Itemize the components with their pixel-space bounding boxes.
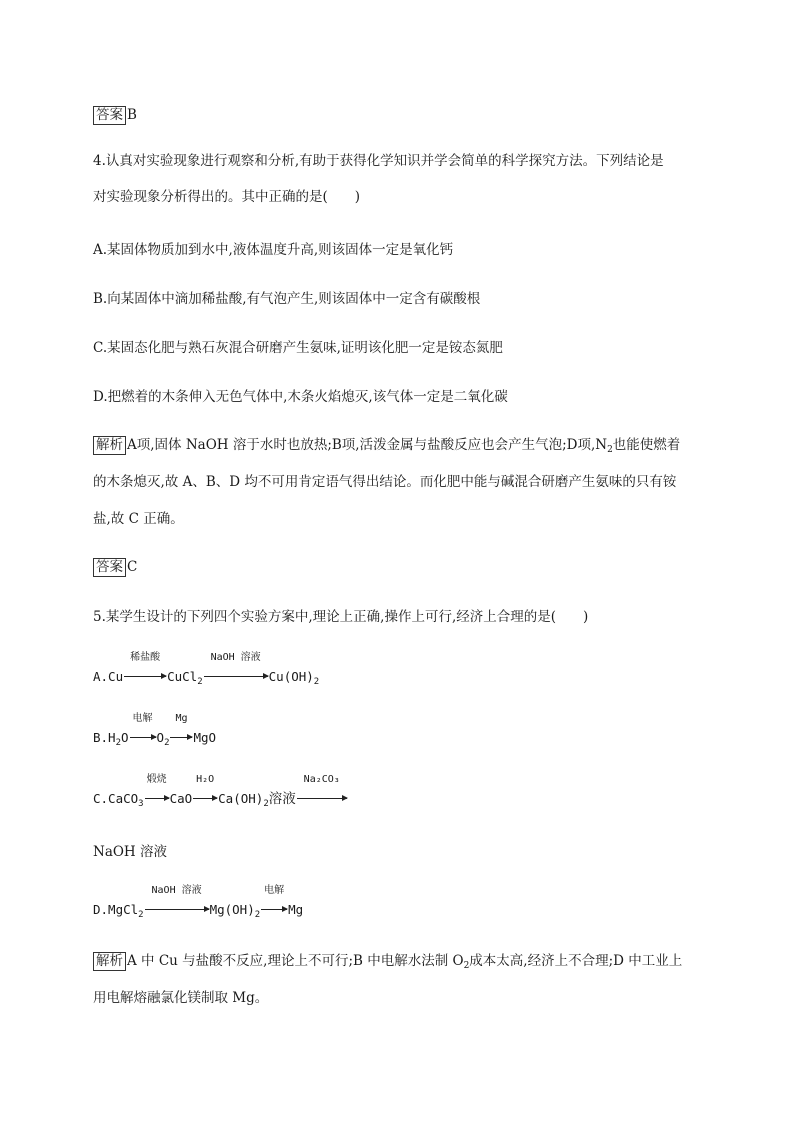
q5d-prefix: D.MgCl — [93, 902, 139, 917]
analysis-label-box: 解析 — [93, 952, 126, 971]
q5c-mid2-tail: 溶液 — [268, 791, 296, 807]
q4-analysis-sub: 2 — [607, 445, 613, 455]
q4-option-d: D.把燃着的木条伸入无色气体中,木条火焰熄灭,该气体一定是二氧化碳 — [93, 389, 508, 405]
q5-stem: 5.某学生设计的下列四个实验方案中,理论上正确,操作上可行,经济上合理的是( ) — [93, 609, 589, 625]
arrow-shaft — [297, 798, 347, 799]
q5d-mid-sub: 2 — [254, 910, 261, 920]
arrow-condition: NaOH 溶液 — [151, 885, 202, 896]
q5c-prefix: C.CaCO — [93, 791, 139, 806]
analysis-label-box: 解析 — [93, 436, 126, 455]
q5b-prefix: B.H — [93, 730, 116, 745]
arrow-condition: 煅烧 — [146, 774, 167, 785]
q5-option-c-end: NaOH 溶液 — [93, 844, 167, 860]
q5b-prefix-tail: O — [121, 730, 129, 745]
q5b-mid-sub: 2 — [164, 738, 170, 748]
reaction-arrow — [261, 885, 287, 920]
arrow-shaft — [170, 737, 192, 738]
q5a-mid-sub: 2 — [197, 677, 203, 687]
arrow-shaft — [145, 909, 209, 910]
q5d-prefix-sub: 2 — [138, 910, 144, 920]
q5a-end-sub: 2 — [313, 677, 320, 687]
q5b-mid: O — [156, 730, 165, 745]
q4-answer-line — [93, 557, 137, 577]
q5-option-d — [93, 885, 304, 920]
reaction-arrow — [145, 774, 169, 809]
answer-label-box: 答案 — [93, 558, 126, 577]
arrow-condition: H₂O — [196, 774, 215, 785]
q5-option-c — [93, 774, 348, 809]
q5a-prefix: A.Cu — [93, 669, 124, 684]
q5c-mid1: CaO — [169, 791, 193, 806]
q4-option-b: B.向某固体中滴加稀盐酸,有气泡产生,则该固体中一定含有碳酸根 — [93, 291, 481, 307]
reaction-arrow — [130, 713, 156, 748]
q4-analysis-line3: 盐,故 C 正确。 — [93, 511, 184, 527]
reaction-arrow — [124, 652, 166, 687]
q5-analysis-text-a: A 中 Cu 与盐酸不反应,理论上不可行;B 中电解水法制 O — [127, 953, 464, 969]
arrow-condition: 电解 — [264, 885, 285, 896]
reaction-arrow — [204, 652, 268, 687]
q5a-end: Cu(OH) — [268, 669, 314, 684]
arrow-shaft — [204, 676, 268, 677]
answer-label-box: 答案 — [93, 106, 126, 125]
q5a-mid: CuCl — [167, 669, 198, 684]
arrow-condition: 电解 — [132, 713, 153, 724]
arrow-condition: NaOH 溶液 — [210, 652, 261, 663]
answer-value: B — [127, 107, 137, 123]
q5d-mid: Mg(OH) — [209, 902, 255, 917]
arrow-shaft — [124, 676, 166, 677]
q4-analysis-line2: 的木条熄灭,故 A、B、D 均不可用肯定语气得出结论。而化肥中能与碱混合研磨产生氨味的只有铵 — [93, 474, 677, 490]
arrow-shaft — [193, 798, 217, 799]
q3-answer-line — [93, 105, 137, 125]
arrow-shaft — [261, 909, 287, 910]
answer-value: C — [127, 559, 138, 575]
q5-analysis-line1 — [93, 951, 682, 971]
q5-analysis-sub: 2 — [463, 961, 470, 971]
q5-analysis-line2: 用电解熔融氯化镁制取 Mg。 — [93, 990, 269, 1006]
arrow-condition: 稀盐酸 — [130, 652, 161, 663]
q5c-prefix-sub: 3 — [138, 799, 144, 809]
reaction-arrow — [145, 885, 209, 920]
reaction-arrow — [193, 774, 217, 809]
q5-option-a — [93, 652, 320, 687]
q4-option-c: C.某固态化肥与熟石灰混合研磨产生氨味,证明该化肥一定是铵态氮肥 — [93, 340, 503, 356]
q4-option-a: A.某固体物质加到水中,液体温度升高,则该固体一定是氧化钙 — [93, 242, 454, 258]
arrow-condition: Na₂CO₃ — [303, 774, 340, 785]
reaction-arrow — [170, 713, 192, 748]
q5d-end: Mg — [288, 902, 304, 917]
q5c-mid2: Ca(OH) — [218, 791, 264, 806]
q5b-prefix-sub: 2 — [115, 738, 121, 748]
q5c-mid2-sub: 2 — [263, 799, 269, 809]
q4-analysis-line1 — [93, 435, 680, 455]
arrow-shaft — [145, 798, 169, 799]
q4-analysis-text-b: 也能使燃着 — [612, 437, 681, 453]
q4-stem-line1: 4.认真对实验现象进行观察和分析,有助于获得化学知识并学会简单的科学探究方法。下列结论是 — [93, 153, 664, 169]
arrow-shaft — [130, 737, 156, 738]
q5-analysis-text-b: 成本太高,经济上不合理;D 中工业上 — [469, 953, 683, 969]
q5-option-b — [93, 713, 217, 748]
arrow-condition: Mg — [175, 713, 188, 724]
q4-analysis-text-a: A项,固体 NaOH 溶于水时也放热;B项,活泼金属与盐酸反应也会产生气泡;D项,N — [127, 437, 608, 453]
q5b-end: MgO — [193, 730, 217, 745]
reaction-arrow — [297, 774, 347, 809]
q4-stem-line2: 对实验现象分析得出的。其中正确的是( ) — [93, 189, 361, 205]
